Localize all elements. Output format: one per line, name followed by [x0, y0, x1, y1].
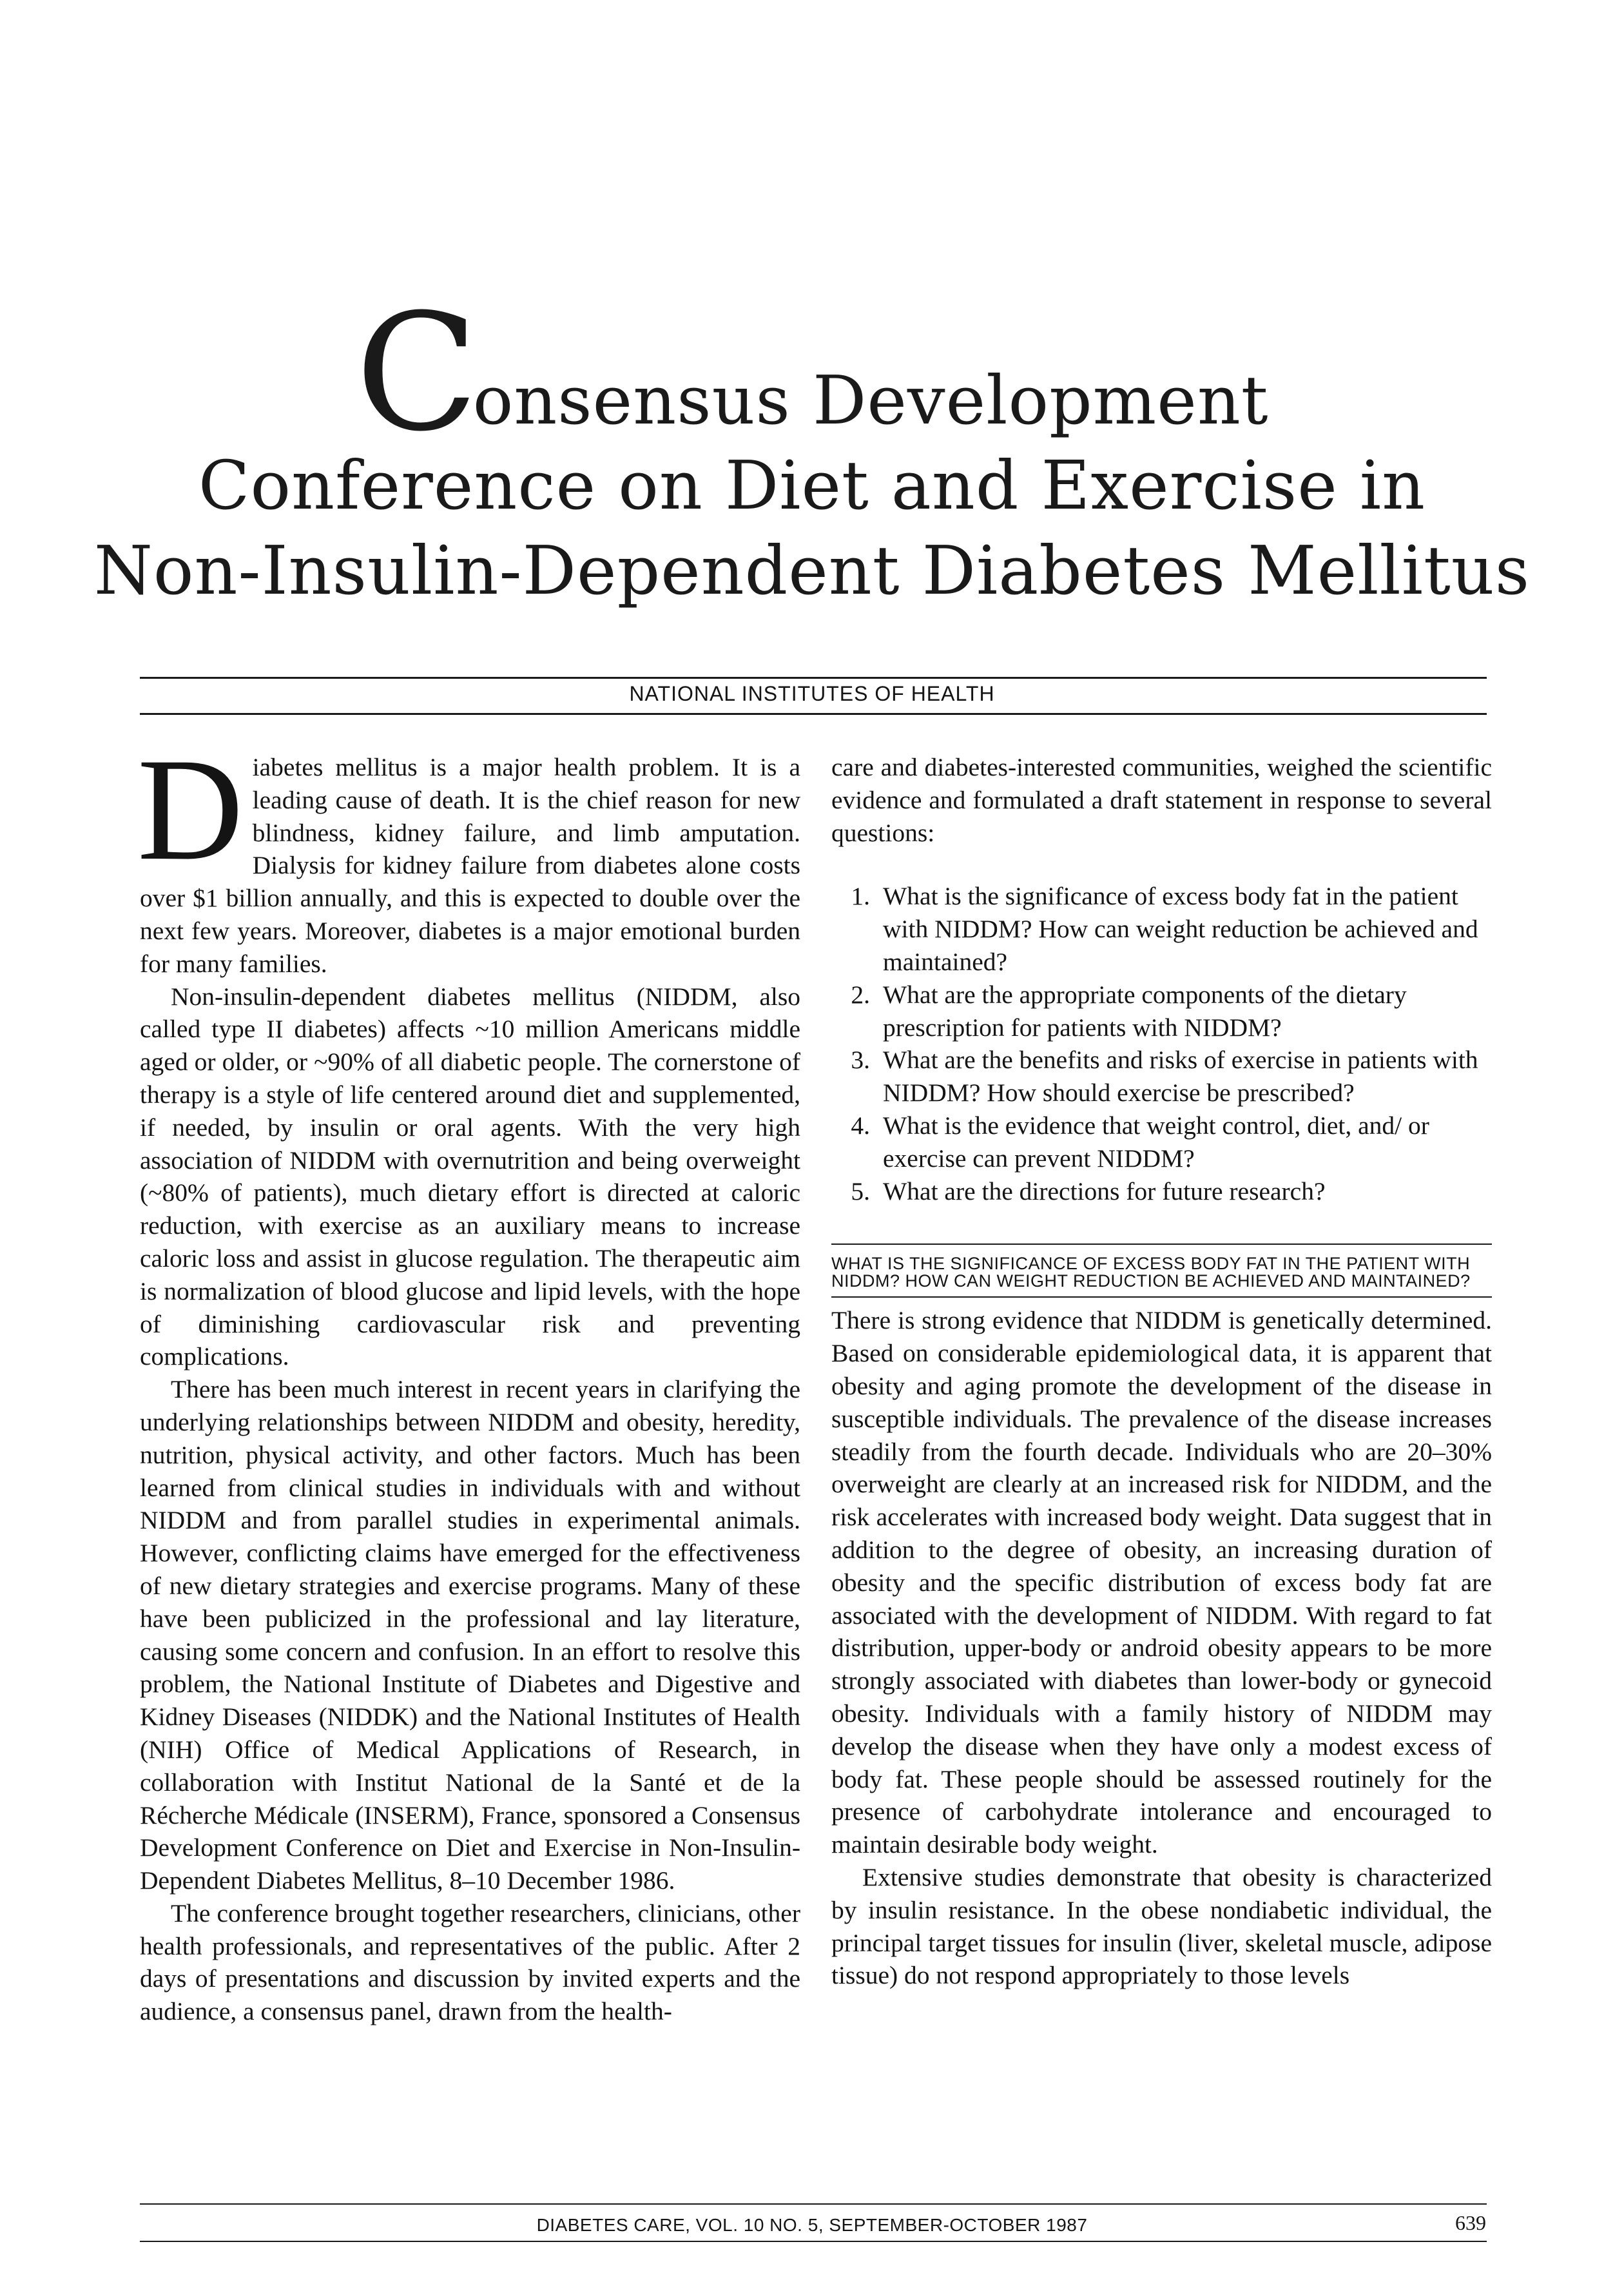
list-number: 3. [851, 1046, 870, 1075]
list-item [831, 880, 1492, 978]
list-text: What are the appropriate components of the dietary prescription for patients with NIDDM? [883, 980, 1407, 1042]
journal-footer: DIABETES CARE, VOL. 10 NO. 5, SEPTEMBER-OCTOBER 1987 [536, 2215, 1088, 2235]
article-title [0, 279, 1624, 613]
paragraph: care and diabetes-interested communities, weighed the scientific evidence and formulated a draft statement in response to several questions: [831, 753, 1492, 847]
header-bottom-rule [140, 713, 1487, 715]
list-text: What is the evidence that weight control, diet, and/ or exercise can prevent NIDDM? [883, 1111, 1429, 1173]
organization: NATIONAL INSTITUTES OF HEALTH [629, 682, 995, 705]
header-top-rule [140, 677, 1487, 679]
list-item [831, 979, 1492, 1044]
list-item [831, 1044, 1492, 1109]
paragraph: Non-insulin-dependent diabetes mellitus (NIDDM, also called type II diabetes) affects ~10 million Americans middle aged or older, or ~90% of all diabetic people. The cornerstone of therapy is a style of life centered around diet and supplemented, if needed, by insulin or oral agents. With the very high association of NIDDM with overnutrition and being overweight (~80% of patients), much dietary effort is directed at caloric reduction, with exercise as an auxiliary means to increase caloric loss and assist in glucose regulation. The therapeutic aim is normalization of blood glucose and lipid levels, with the hope of diminishing cardiovascular risk and preventing complications. [140, 982, 800, 1371]
page-number: 639 [1455, 2211, 1486, 2234]
intro-text: iabetes mellitus is a major health problem. It is a leading cause of death. It is the chief reason for new blindness, kidney failure, and limb amputation. Dialysis for kidney failure from diabetes alone costs over $1 billion annually, and this is expected to double over the next few years. Moreover, diabetes is a major emotional burden for many families. [140, 753, 800, 978]
paragraph: There is strong evidence that NIDDM is genetically determined. Based on considerable epidemiological data, it is apparent that obesity and aging promote the development of the disease in susceptible individuals. The prevalence of the disease increases steadily from the fourth decade. Individuals who are 20–30% overweight are clearly at an increased risk for NIDDM, and the risk accelerates with increased body weight. Data suggest that in addition to the degree of obesity, an increasing duration of obesity and the specific distribution of excess body fat are associated with the development of NIDDM. With regard to fat distribution, upper-body or android obesity appears to be more strongly associated with diabetes than lower-body or gynecoid obesity. Individuals with a family history of NIDDM may develop the disease when they have only a modest excess of body fat. These people should be assessed routinely for the presence of carbohydrate intolerance and encouraged to maintain desirable body weight. [831, 1306, 1492, 1859]
list-text: What are the directions for future research? [883, 1176, 1326, 1205]
list-item [831, 1175, 1492, 1208]
footer-top-rule [140, 2203, 1487, 2205]
title-line-2: Conference on Diet and Exercise in [198, 446, 1426, 525]
paragraph: The conference brought together researchers, clinicians, other health professionals, and representatives of the public. After 2 days of presentations and discussion by invited experts and the audience, a consensus panel, drawn from the health- [140, 1898, 800, 2026]
footer-bottom-rule [140, 2241, 1487, 2242]
list-text: What is the significance of excess body fat in the patient with NIDDM? How can weight reduction be achieved and maintained? [883, 882, 1478, 976]
question-list [831, 880, 1492, 1207]
list-number: 2. [851, 980, 870, 1009]
list-number: 1. [851, 882, 870, 911]
paragraph: Extensive studies demonstrate that obesity is characterized by insulin resistance. In the obese nondiabetic individual, the principal target tissues for insulin (liver, skeletal muscle, adipose tissue) do not respond appropriately to those levels [831, 1862, 1492, 1990]
title-line-1 [0, 279, 1624, 467]
left-column [137, 728, 800, 2028]
drop-cap: D [137, 728, 244, 891]
title-line-1-text: onsensus Development [472, 361, 1269, 440]
list-number: 4. [851, 1111, 870, 1140]
list-item [831, 1109, 1492, 1175]
right-column [831, 751, 1492, 1992]
paragraph: There has been much interest in recent years in clarifying the underlying relationships between NIDDM and obesity, heredity, nutrition, physical activity, and other factors. Much has been learned from clinical studies in individuals with and without NIDDM and from parallel studies in experimental animals. However, conflicting claims have emerged for the effectiveness of new dietary strategies and exercise programs. Many of these have been publicized in the professional and lay literature, causing some concern and confusion. In an effort to resolve this problem, the National Institute of Diabetes and Digestive and Kidney Diseases (NIDDK) and the National Institutes of Health (NIH) Office of Medical Applications of Research, in collaboration with Institut National de la Santé et de la Récherche Médicale (INSERM), France, sponsored a Consensus Development Conference on Diet and Exercise in Non-Insulin-Dependent Diabetes Mellitus, 8–10 December 1986. [140, 1375, 800, 1895]
list-text: What are the benefits and risks of exercise in patients with NIDDM? How should exercise be prescribed? [883, 1046, 1478, 1107]
intro-paragraph [137, 728, 800, 980]
section-heading: WHAT IS THE SIGNIFICANCE OF EXCESS BODY FAT IN THE PATIENT WITH NIDDM? HOW CAN WEIGHT REDUCTION BE ACHIEVED AND MAINTAINED? [831, 1243, 1492, 1298]
title-initial: C [355, 279, 479, 467]
list-number: 5. [851, 1176, 870, 1205]
title-line-3: Non-Insulin-Dependent Diabetes Mellitus [93, 531, 1531, 610]
